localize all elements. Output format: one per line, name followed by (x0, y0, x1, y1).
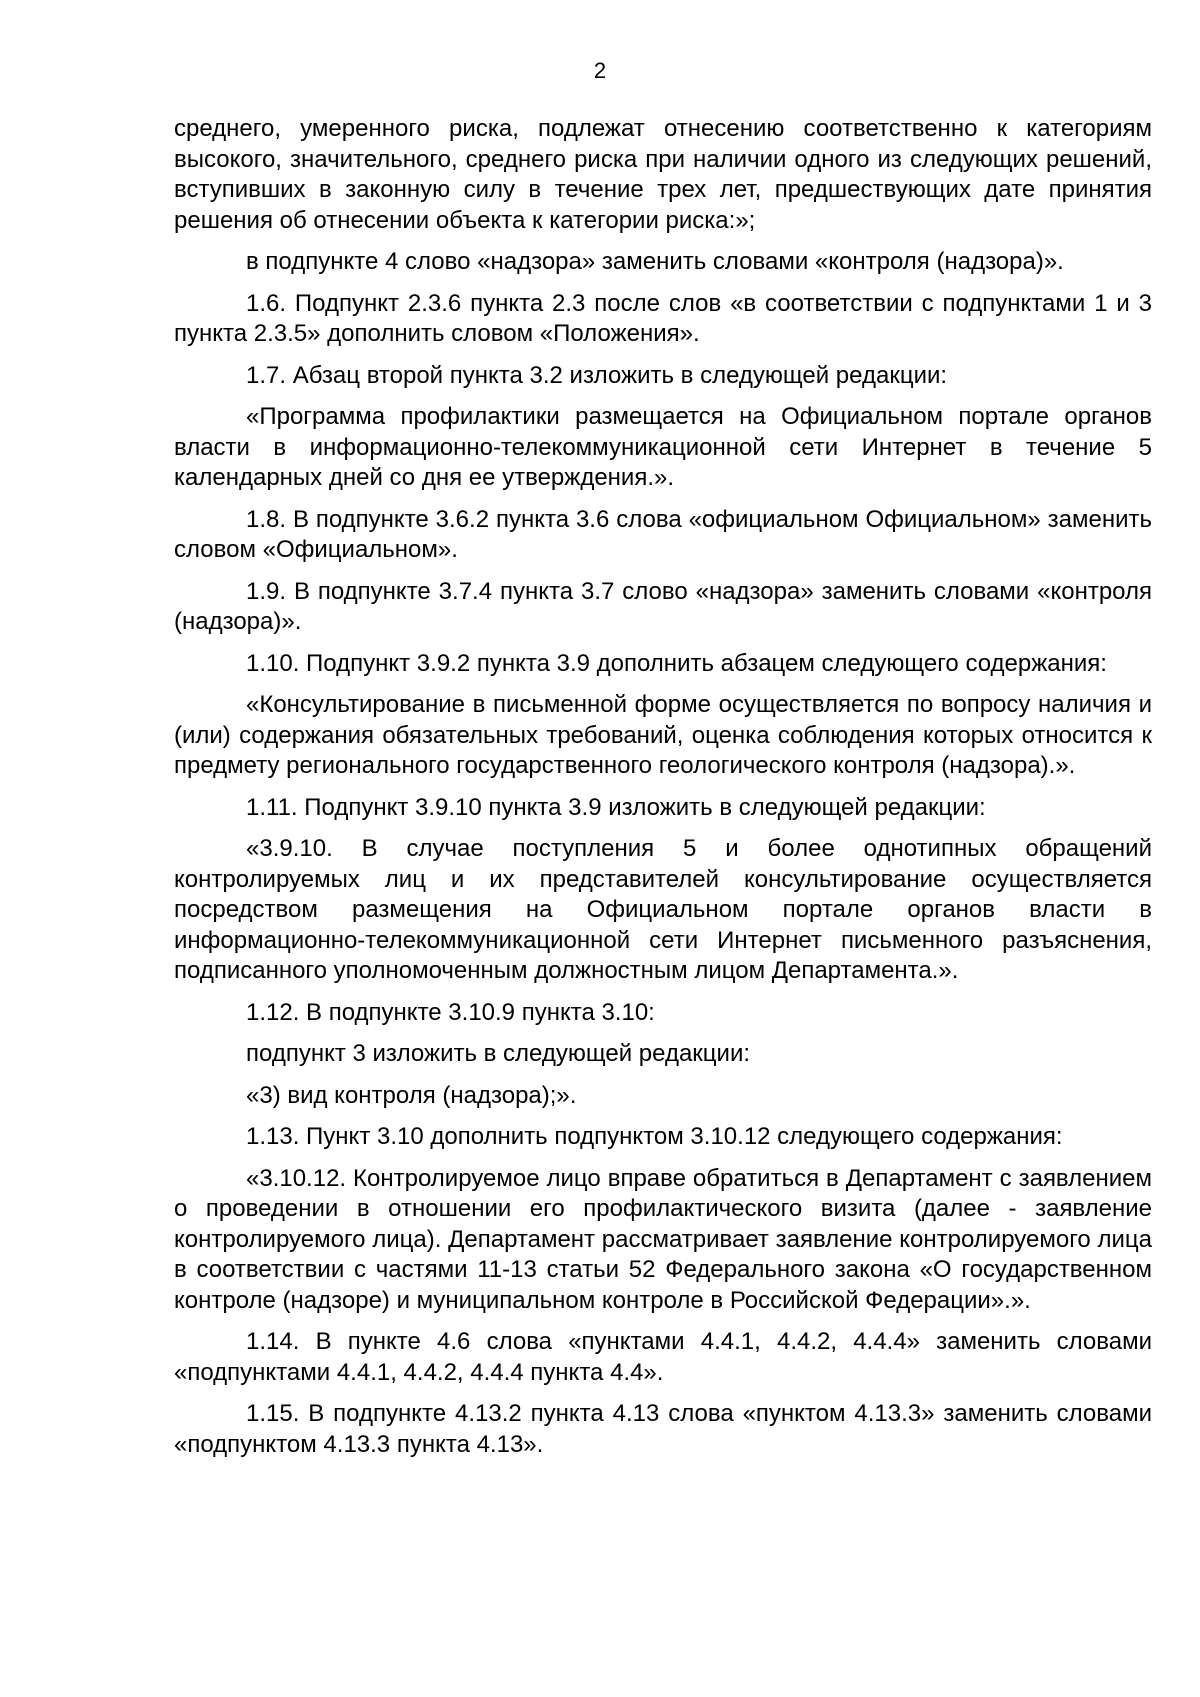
paragraph-3: 1.7. Абзац второй пункта 3.2 изложить в следующей редакции: (246, 361, 948, 389)
paragraph-6: 1.9. В подпункте 3.7.4 пункта 3.7 слово «надзора» заменить словами «контроля (надзора)». (174, 577, 1152, 635)
paragraph-0: среднего, умеренного риска, подлежат отнесению соответственно к категориям высокого, значительного, среднего риска при наличии одного из следующих решений, вступивших в законную силу в течение трех лет, предшествующих дате принятия решения об отнесении объекта к категории риска:»; (174, 115, 1152, 234)
paragraph-10: «3.9.10. В случае поступления 5 и более однотипных обращений контролируемых лиц и их представителей консультирование осуществляется посредством размещения на Официальном портале органов власти в информационно-телекоммуникационной сети Интернет письменного разъяснения, подписанного уполномоченным должностным лицом Департамента.». (174, 835, 1152, 984)
paragraph-11: 1.12. В подпункте 3.10.9 пункта 3.10: (246, 998, 655, 1026)
page-number: 2 (593, 58, 607, 83)
paragraph-17: 1.15. В подпункте 4.13.2 пункта 4.13 слова «пунктом 4.13.3» заменить словами «подпунктом 4.13.3 пункта 4.13». (174, 1400, 1152, 1458)
paragraph-12: подпункт 3 изложить в следующей редакции: (246, 1040, 751, 1067)
paragraph-9: 1.11. Подпункт 3.9.10 пункта 3.9 изложить в следующей редакции: (246, 793, 986, 821)
paragraph-2: 1.6. Подпункт 2.3.6 пункта 2.3 после слов «в соответствии с подпунктами 1 и 3 пункта 2.3.5» дополнить словом «Положения». (174, 289, 1152, 347)
paragraph-14: 1.13. Пункт 3.10 дополнить подпунктом 3.10.12 следующего содержания: (246, 1123, 1063, 1150)
paragraph-5: 1.8. В подпункте 3.6.2 пункта 3.6 слова «официальном Официальном» заменить словом «Официальном». (174, 505, 1152, 563)
paragraph-15: «3.10.12. Контролируемое лицо вправе обратиться в Департамент с заявлением о проведении в отношении его профилактического визита (далее - заявление контролируемого лица). Департамент рассматривает заявление контролируемого лица в соответствии с частями 11-13 статьи 52 Федерального закона «О государственном контроле (надзоре) и муниципальном контроле в Российской Федерации».». (174, 1164, 1152, 1314)
paragraph-4: «Программа профилактики размещается на Официальном портале органов власти в информационно-телекоммуникационной сети Интернет в течение 5 календарных дней со дня ее утверждения.». (174, 403, 1152, 491)
paragraph-16: 1.14. В пункте 4.6 слова «пунктами 4.4.1, 4.4.2, 4.4.4» заменить словами «подпунктами 4.4.1, 4.4.2, 4.4.4 пункта 4.4». (174, 1328, 1152, 1386)
paragraph-1: в подпункте 4 слово «надзора» заменить словами «контроля (надзора)». (246, 248, 1064, 275)
paragraph-7: 1.10. Подпункт 3.9.2 пункта 3.9 дополнить абзацем следующего содержания: (246, 649, 1107, 677)
paragraph-8: «Консультирование в письменной форме осуществляется по вопросу наличия и (или) содержания обязательных требований, оценка соблюдения которых относится к предмету регионального государственного геологического контроля (надзора).». (174, 691, 1152, 779)
document-body (174, 114, 1152, 1471)
paragraph-13: «3) вид контроля (надзора);». (246, 1081, 577, 1109)
